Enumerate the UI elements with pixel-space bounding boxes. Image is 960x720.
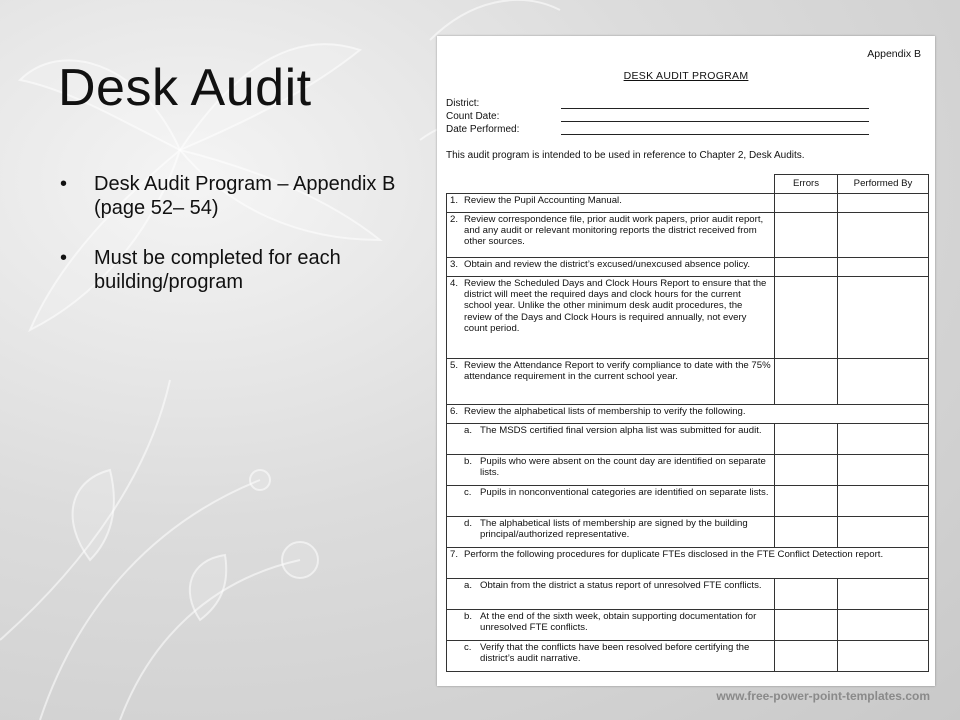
item-text: The alphabetical lists of membership are signed by the building principal/authorized representative. (480, 518, 748, 541)
item-text: The MSDS certified final version alpha list was submitted for audit. (480, 425, 762, 436)
bullet-item: • Desk Audit Program – Appendix B (page 52– 54) (58, 172, 408, 220)
item-text: Perform the following procedures for duplicate FTEs disclosed in the FTE Conflict Detection report. (464, 549, 884, 560)
performed-by-cell (838, 517, 929, 548)
slide-title: Desk Audit (58, 59, 312, 117)
appendix-document (437, 36, 935, 686)
table-row (447, 610, 929, 641)
item-letter: a. (464, 580, 473, 591)
errors-cell (775, 258, 838, 277)
item-number: 4. (450, 278, 459, 289)
performed-by-header: Performed By (838, 175, 929, 194)
subitem-cell (447, 610, 775, 641)
table-row (447, 517, 929, 548)
errors-cell (775, 359, 838, 405)
item-number: 2. (450, 214, 459, 225)
item-number: 3. (450, 259, 459, 270)
table-row (447, 258, 929, 277)
bullet-item: • Must be completed for each building/program (58, 246, 408, 294)
performed-by-cell (838, 359, 929, 405)
table-row (447, 486, 929, 517)
date-performed-line (561, 134, 869, 135)
table-row (447, 277, 929, 359)
date-performed-label: Date Performed: (446, 124, 520, 135)
errors-cell (775, 194, 838, 213)
item-letter: d. (464, 518, 473, 529)
table-row (447, 424, 929, 455)
table-row (447, 455, 929, 486)
item-cell (447, 277, 775, 359)
performed-by-cell (838, 258, 929, 277)
item-text: Pupils who were absent on the count day are identified on separate lists. (480, 456, 766, 479)
subitem-cell (447, 455, 775, 486)
table-row (447, 641, 929, 672)
table-header-row (447, 175, 929, 194)
errors-cell (775, 579, 838, 610)
errors-cell (775, 455, 838, 486)
item-cell (447, 213, 775, 258)
errors-cell (775, 641, 838, 672)
table-row (447, 548, 929, 579)
item-text: Obtain and review the district’s excused/unexcused absence policy. (464, 259, 751, 270)
item-number: 1. (450, 195, 459, 206)
header-blank (447, 175, 775, 194)
errors-cell (775, 424, 838, 455)
errors-cell (775, 486, 838, 517)
item-text: Review correspondence file, prior audit work papers, prior audit report, and any audit or relevant monitoring reports the district received from other sources. (464, 214, 764, 248)
item-text: Review the Scheduled Days and Clock Hours Report to ensure that the district will meet the required days and clock hours for the current school year. Unlike the other minimum desk audit procedures, the review of the Days and Clock Hours is required annually, not every count period. (464, 278, 767, 334)
district-line (561, 108, 869, 109)
section-cell (447, 405, 929, 424)
item-letter: a. (464, 425, 473, 436)
section-cell (447, 548, 929, 579)
item-text: Obtain from the district a status report of unresolved FTE conflicts. (480, 580, 762, 591)
item-letter: c. (464, 487, 472, 498)
appendix-label: Appendix B (867, 48, 921, 60)
item-cell (447, 359, 775, 405)
item-letter: b. (464, 456, 473, 467)
errors-cell (775, 517, 838, 548)
audit-table (446, 174, 929, 672)
table-row (447, 579, 929, 610)
performed-by-cell (838, 486, 929, 517)
item-text: Review the alphabetical lists of membership to verify the following. (464, 406, 746, 417)
item-letter: b. (464, 611, 473, 622)
subitem-cell (447, 424, 775, 455)
count-date-label: Count Date: (446, 111, 500, 122)
item-number: 5. (450, 360, 459, 371)
errors-cell (775, 213, 838, 258)
subitem-cell (447, 486, 775, 517)
footer-url: www.free-power-point-templates.com (716, 689, 930, 703)
item-text: Review the Attendance Report to verify compliance to date with the 75% attendance requirement in the current school year. (464, 360, 771, 383)
item-cell (447, 194, 775, 213)
subitem-cell (447, 579, 775, 610)
item-number: 7. (450, 549, 459, 560)
item-text: At the end of the sixth week, obtain supporting documentation for unresolved FTE conflicts. (480, 611, 757, 634)
item-text: Review the Pupil Accounting Manual. (464, 195, 622, 206)
performed-by-cell (838, 194, 929, 213)
table-row (447, 405, 929, 424)
performed-by-cell (838, 579, 929, 610)
subitem-cell (447, 517, 775, 548)
errors-header: Errors (775, 175, 838, 194)
bullet-list (58, 172, 408, 320)
performed-by-cell (838, 213, 929, 258)
item-cell (447, 258, 775, 277)
intro-text: This audit program is intended to be used in reference to Chapter 2, Desk Audits. (446, 150, 805, 161)
table-row (447, 194, 929, 213)
performed-by-cell (838, 424, 929, 455)
item-text: Pupils in nonconventional categories are identified on separate lists. (480, 487, 769, 498)
performed-by-cell (838, 641, 929, 672)
performed-by-cell (838, 277, 929, 359)
district-label: District: (446, 98, 480, 109)
performed-by-cell (838, 455, 929, 486)
subitem-cell (447, 641, 775, 672)
item-number: 6. (450, 406, 459, 417)
item-text: Verify that the conflicts have been resolved before certifying the district’s audit narrative. (480, 642, 750, 665)
table-row (447, 359, 929, 405)
document-title: DESK AUDIT PROGRAM (623, 70, 749, 82)
performed-by-cell (838, 610, 929, 641)
table-row (447, 213, 929, 258)
item-letter: c. (464, 642, 472, 653)
errors-cell (775, 277, 838, 359)
errors-cell (775, 610, 838, 641)
count-date-line (561, 121, 869, 122)
